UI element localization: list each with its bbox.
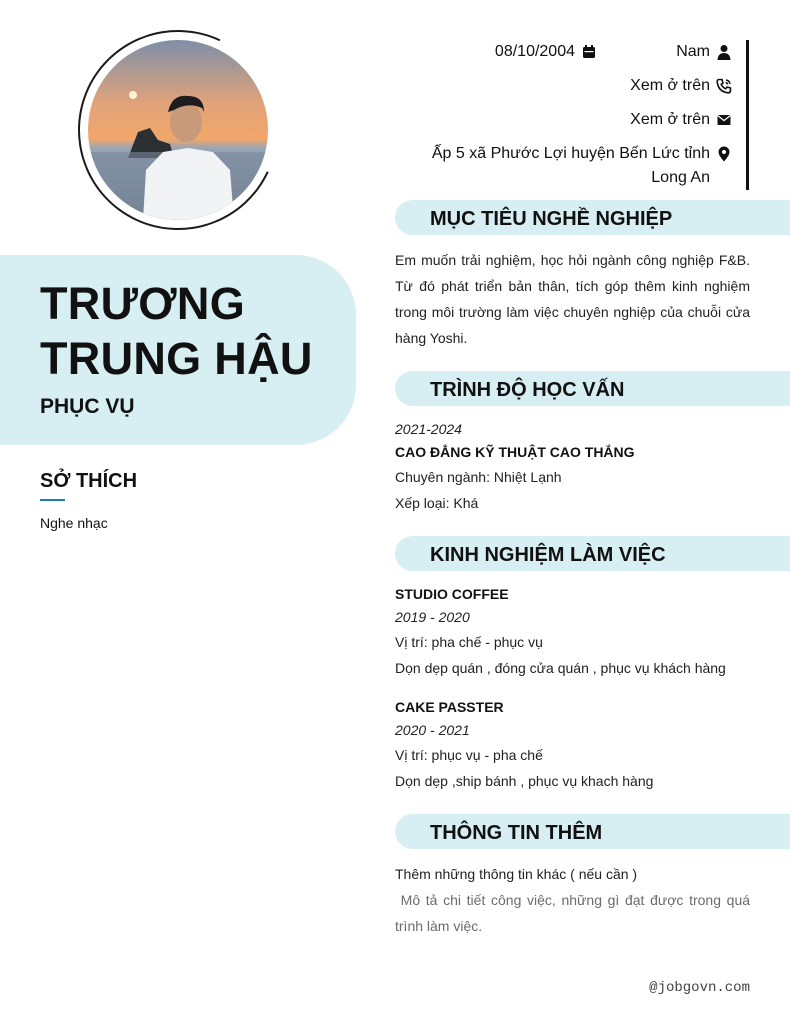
envelope-icon (716, 112, 732, 128)
map-pin-icon (716, 146, 732, 162)
education-school: CAO ĐẲNG KỸ THUẬT CAO THẮNG (395, 444, 635, 460)
additional-title: THÔNG TIN THÊM (430, 822, 603, 844)
dob-text: 08/10/2004 (494, 43, 575, 60)
education-grade: Xếp loại: Khá (395, 495, 479, 511)
contact-divider (746, 40, 749, 190)
experience-title: KINH NGHIỆM LÀM VIỆC (430, 544, 666, 566)
gender-text: Nam (676, 43, 710, 60)
contact-address (392, 142, 732, 190)
name-line-1: TRƯƠNG (40, 278, 246, 329)
job-period: 2020 - 2021 (395, 722, 470, 738)
watermark: @jobgovn.com (649, 980, 750, 996)
education-major: Chuyên ngành: Nhiệt Lạnh (395, 469, 562, 485)
objective-text: Em muốn trải nghiệm, học hỏi ngành công nghiệp F&B. Từ đó phát triển bản thân, tích góp thêm kinh nghiệm trong môi trường làm việc chuyên nghiệp của chuỗi cửa hàng Yoshi. (395, 252, 750, 346)
phone-text: Xem ở trên (630, 77, 710, 94)
phone-icon (716, 78, 732, 94)
job-title: PHỤC VỤ (40, 395, 135, 418)
hobbies-title: SỞ THÍCH (40, 470, 138, 492)
job-tasks: Dọn dẹp ,ship bánh , phục vụ khach hàng (395, 773, 654, 789)
additional-line-2: Mô tả chi tiết công việc, những gì đạt được trong quá trình làm việc. (395, 892, 754, 934)
additional-line-1: Thêm những thông tin khác ( nếu cần ) (395, 866, 638, 882)
contact-dob (495, 40, 597, 64)
education-period: 2021-2024 (395, 421, 462, 437)
job-position: Vị trí: pha chế - phục vụ (395, 634, 543, 650)
job-tasks: Dọn dẹp quán , đóng cửa quán , phục vụ khách hàng (395, 660, 726, 676)
job-company: CAKE PASSTER (395, 699, 504, 715)
hobbies-underline (40, 499, 65, 501)
profile-photo (88, 40, 268, 220)
calendar-icon (581, 44, 597, 60)
job-position: Vị trí: phục vụ - pha chế (395, 747, 543, 763)
job-period: 2019 - 2020 (395, 609, 470, 625)
job-company: STUDIO COFFEE (395, 586, 509, 602)
person-icon (716, 44, 732, 60)
contact-email (630, 108, 732, 132)
address-text: Ấp 5 xã Phước Lợi huyện Bến Lức tỉnh Long An (431, 145, 710, 186)
hobby-item: Nghe nhạc (40, 515, 108, 531)
name-line-2: TRUNG HẬU (40, 333, 313, 384)
contact-phone (630, 74, 732, 98)
email-text: Xem ở trên (630, 111, 710, 128)
education-title: TRÌNH ĐỘ HỌC VẤN (430, 379, 625, 401)
contact-gender (676, 40, 732, 64)
objective-title: MỤC TIÊU NGHỀ NGHIỆP (430, 208, 673, 230)
